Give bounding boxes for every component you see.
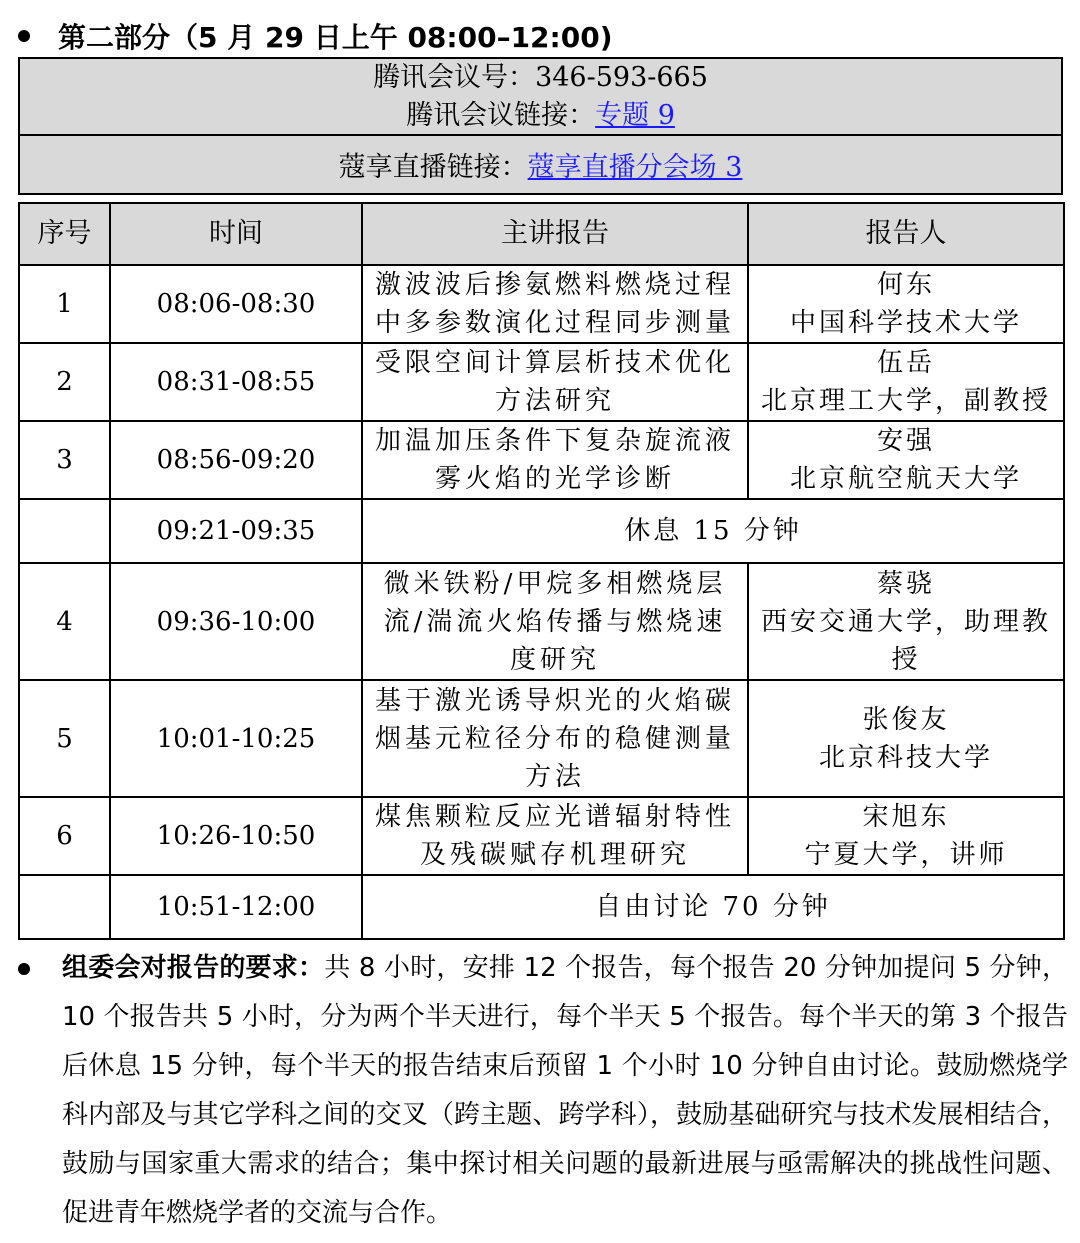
title-line: 烟基元粒径分布的稳健测量 (374, 723, 735, 754)
table-row (19, 680, 1064, 797)
row-time: 08:31-08:55 (110, 343, 362, 421)
row-number: 6 (19, 797, 110, 875)
title-line: 煤焦颗粒反应光谱辐射特性 (374, 802, 735, 832)
table-row (19, 343, 1064, 421)
table-row (19, 797, 1064, 875)
table-row (19, 265, 1064, 343)
row-number (19, 875, 110, 939)
row-number: 4 (19, 563, 110, 680)
row-time: 09:36-10:00 (110, 563, 362, 680)
section-heading (18, 14, 613, 58)
speaker-line: 伍岳 (876, 348, 935, 378)
bullet-icon (18, 30, 30, 42)
schedule-body (19, 265, 1064, 939)
table-row (19, 563, 1064, 680)
table-row (19, 421, 1064, 499)
row-break-label: 休息 15 分钟 (362, 499, 1064, 563)
title-line: 受限空间计算层析技术优化 (374, 348, 735, 378)
speaker-line: 北京科技大学 (818, 742, 993, 773)
row-number: 5 (19, 680, 110, 797)
header-title: 主讲报告 (362, 203, 748, 265)
requirements-text: 共 8 小时，安排 12 个报告，每个报告 20 分钟加提问 5 分钟，10 个报告共 5 小时，分为两个半天进行，每个半天 5 个报告。每个半天的第 3 个报告后休息 15 分钟，每个半天的报告结束后预留 1 个小时 10 分钟自由讨论。鼓励燃烧学科内部及与其它学科之间的交叉（跨主题、跨学科），鼓励基础研究与技术发展相结合，鼓励与国家重大需求的结合；集中探讨相关问题的最新进展与亟需解决的挑战性问题、促进青年燃烧学者的交流与合作。 (62, 953, 1068, 1228)
row-number: 2 (19, 343, 110, 421)
title-line: 流/湍流火焰传播与燃烧速 (383, 606, 727, 637)
requirements-body (18, 944, 1068, 1238)
tencent-id-label: 腾讯会议号： (373, 61, 536, 93)
speaker-line: 安强 (876, 426, 935, 456)
header-time: 时间 (110, 203, 362, 265)
row-number (19, 499, 110, 563)
tencent-meeting-row (20, 59, 1061, 136)
speaker-info (748, 265, 1064, 343)
koushare-live-link[interactable]: 蔻享直播分会场 3 (527, 152, 743, 183)
title-line: 基于激光诱导炽光的火焰碳 (374, 685, 735, 716)
talk-title (362, 680, 748, 797)
row-time: 09:21-09:35 (110, 499, 362, 563)
speaker-info (748, 797, 1064, 875)
row-number: 3 (19, 421, 110, 499)
row-time: 08:06-08:30 (110, 265, 362, 343)
speaker-line: 宋旭东 (862, 802, 950, 832)
speaker-info (748, 343, 1064, 421)
tencent-link-line (406, 97, 675, 135)
title-line: 激波波后掺氨燃料燃烧过程 (374, 270, 735, 300)
table-row (19, 875, 1064, 939)
title-line: 度研究 (509, 644, 600, 675)
title-line: 及残碳赋存机理研究 (419, 840, 690, 870)
speaker-line: 北京航空航天大学 (789, 464, 1022, 494)
tencent-meeting-link[interactable]: 专题 9 (595, 99, 675, 131)
speaker-info (748, 563, 1064, 680)
title-line: 微米铁粉/甲烷多相燃烧层 (383, 568, 727, 599)
talk-title (362, 563, 748, 680)
header-no: 序号 (19, 203, 110, 265)
table-row (19, 499, 1064, 563)
speaker-line: 蔡骁 (876, 568, 935, 599)
speaker-line: 授 (891, 644, 921, 675)
header-speaker: 报告人 (748, 203, 1064, 265)
speaker-line: 北京理工大学，副教授 (760, 386, 1051, 416)
title-line: 方法研究 (494, 386, 615, 416)
requirements-paragraph (18, 944, 1068, 1238)
title-line: 加温加压条件下复杂旋流液 (374, 426, 735, 456)
talk-title (362, 421, 748, 499)
speaker-line: 张俊友 (862, 704, 950, 735)
row-time: 10:51-12:00 (110, 875, 362, 939)
speaker-info (748, 421, 1064, 499)
meeting-info-box (18, 57, 1063, 195)
row-number: 1 (19, 265, 110, 343)
title-line: 方法 (524, 761, 585, 792)
title-line: 雾火焰的光学诊断 (434, 464, 675, 494)
row-time: 08:56-09:20 (110, 421, 362, 499)
koushare-label: 蔻享直播链接： (338, 152, 528, 183)
tencent-id-line (373, 59, 708, 97)
title-line: 中多参数演化过程同步测量 (374, 308, 735, 338)
speaker-line: 何东 (876, 270, 935, 300)
speaker-line: 西安交通大学，助理教 (760, 606, 1051, 637)
talk-title (362, 343, 748, 421)
requirements-label: 组委会对报告的要求： (62, 953, 325, 983)
schedule-table (18, 202, 1065, 940)
section-heading-text: 第二部分（5 月 29 日上午 08:00–12:00) (58, 21, 613, 54)
talk-title (362, 797, 748, 875)
tencent-link-label: 腾讯会议链接： (406, 99, 596, 131)
speaker-line: 中国科学技术大学 (789, 308, 1022, 338)
tencent-id: 346-593-665 (535, 61, 708, 93)
row-break-label: 自由讨论 70 分钟 (362, 875, 1064, 939)
row-time: 10:26-10:50 (110, 797, 362, 875)
speaker-line: 宁夏大学，讲师 (804, 840, 1008, 870)
koushare-row (20, 136, 1061, 193)
speaker-info (748, 680, 1064, 797)
talk-title (362, 265, 748, 343)
table-header-row (19, 203, 1064, 265)
bullet-icon (18, 963, 30, 975)
row-time: 10:01-10:25 (110, 680, 362, 797)
